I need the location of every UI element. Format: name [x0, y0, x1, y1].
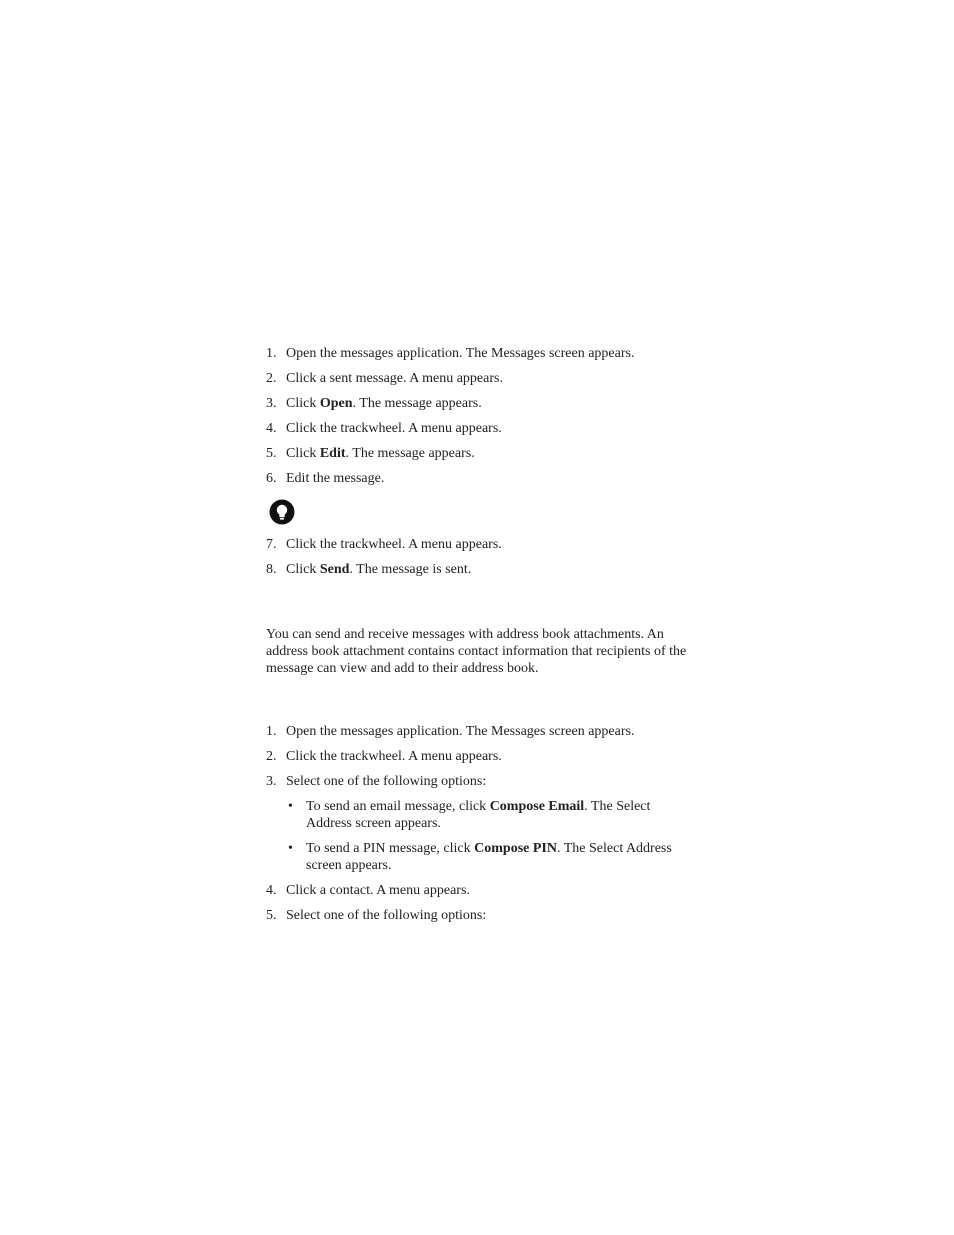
bullet-text-part: . The Select Address screen appears.	[306, 799, 651, 831]
bullet-text-part: To send an email message, click	[306, 799, 490, 814]
step-number: 5.	[266, 446, 277, 461]
bullet-text	[306, 840, 696, 874]
step-number: 3.	[266, 774, 277, 789]
step-text-part: Click a sent message. A menu appears.	[286, 371, 503, 386]
step-text-part: Open the messages application. The Messages screen appears.	[286, 724, 635, 739]
intro-paragraph: You can send and receive messages with address book attachments. An address book attachment contains contact information that recipients of the message can view and add to their address book.	[266, 627, 687, 676]
step-text-part: Click a contact. A menu appears.	[286, 883, 470, 898]
step-text-part: . The message appears.	[345, 446, 475, 461]
step-text	[286, 345, 634, 362]
step-text-part: Click	[286, 562, 320, 577]
step-number: 7.	[266, 537, 277, 552]
step-text-part: Click	[286, 396, 320, 411]
step-number: 1.	[266, 346, 277, 361]
step-number: 1.	[266, 724, 277, 739]
step-text	[286, 370, 503, 387]
step-text-part: Click the trackwheel. A menu appears.	[286, 749, 502, 764]
bullet-text-part: . The Select Address screen appears.	[306, 841, 672, 873]
step-number: 5.	[266, 908, 277, 923]
ui-term-send: Send	[319, 562, 350, 577]
step-text-part: Click the trackwheel. A menu appears.	[286, 537, 502, 552]
step-number: 3.	[266, 396, 277, 411]
step-text-part: Click	[286, 446, 320, 461]
step-number: 2.	[266, 371, 277, 386]
step-text	[286, 395, 482, 412]
step-text-part: Select one of the following options:	[286, 908, 487, 923]
lightbulb-icon	[269, 499, 295, 525]
step-number: 4.	[266, 421, 277, 436]
step-text-part: Select one of the following options:	[286, 774, 487, 789]
step-text	[286, 420, 502, 437]
ui-term-compose-email: Compose Email	[489, 799, 585, 814]
bullet-text-part: To send a PIN message, click	[306, 841, 475, 856]
step-text-part: . The message appears.	[352, 396, 482, 411]
step-text	[286, 723, 634, 740]
step-text	[286, 773, 486, 790]
step-text	[286, 882, 470, 899]
bullet-text	[306, 798, 696, 832]
bullet-dot: •	[288, 799, 293, 814]
step-text	[286, 748, 502, 765]
step-number: 4.	[266, 883, 277, 898]
step-text	[286, 445, 475, 462]
step-text	[286, 907, 486, 924]
ui-term-compose-pin: Compose PIN	[474, 841, 557, 856]
step-text	[286, 561, 471, 578]
step-text-part: Open the messages application. The Messages screen appears.	[286, 346, 635, 361]
step-number: 6.	[266, 471, 277, 486]
step-text-part: Click the trackwheel. A menu appears.	[286, 421, 502, 436]
step-number: 8.	[266, 562, 277, 577]
step-text-part: Edit the message.	[286, 471, 385, 486]
step-text	[286, 470, 384, 487]
step-text	[286, 536, 502, 553]
step-text-part: . The message is sent.	[349, 562, 472, 577]
ui-term-edit: Edit	[319, 446, 346, 461]
bullet-dot: •	[288, 841, 293, 856]
step-number: 2.	[266, 749, 277, 764]
ui-term-open: Open	[319, 396, 353, 411]
